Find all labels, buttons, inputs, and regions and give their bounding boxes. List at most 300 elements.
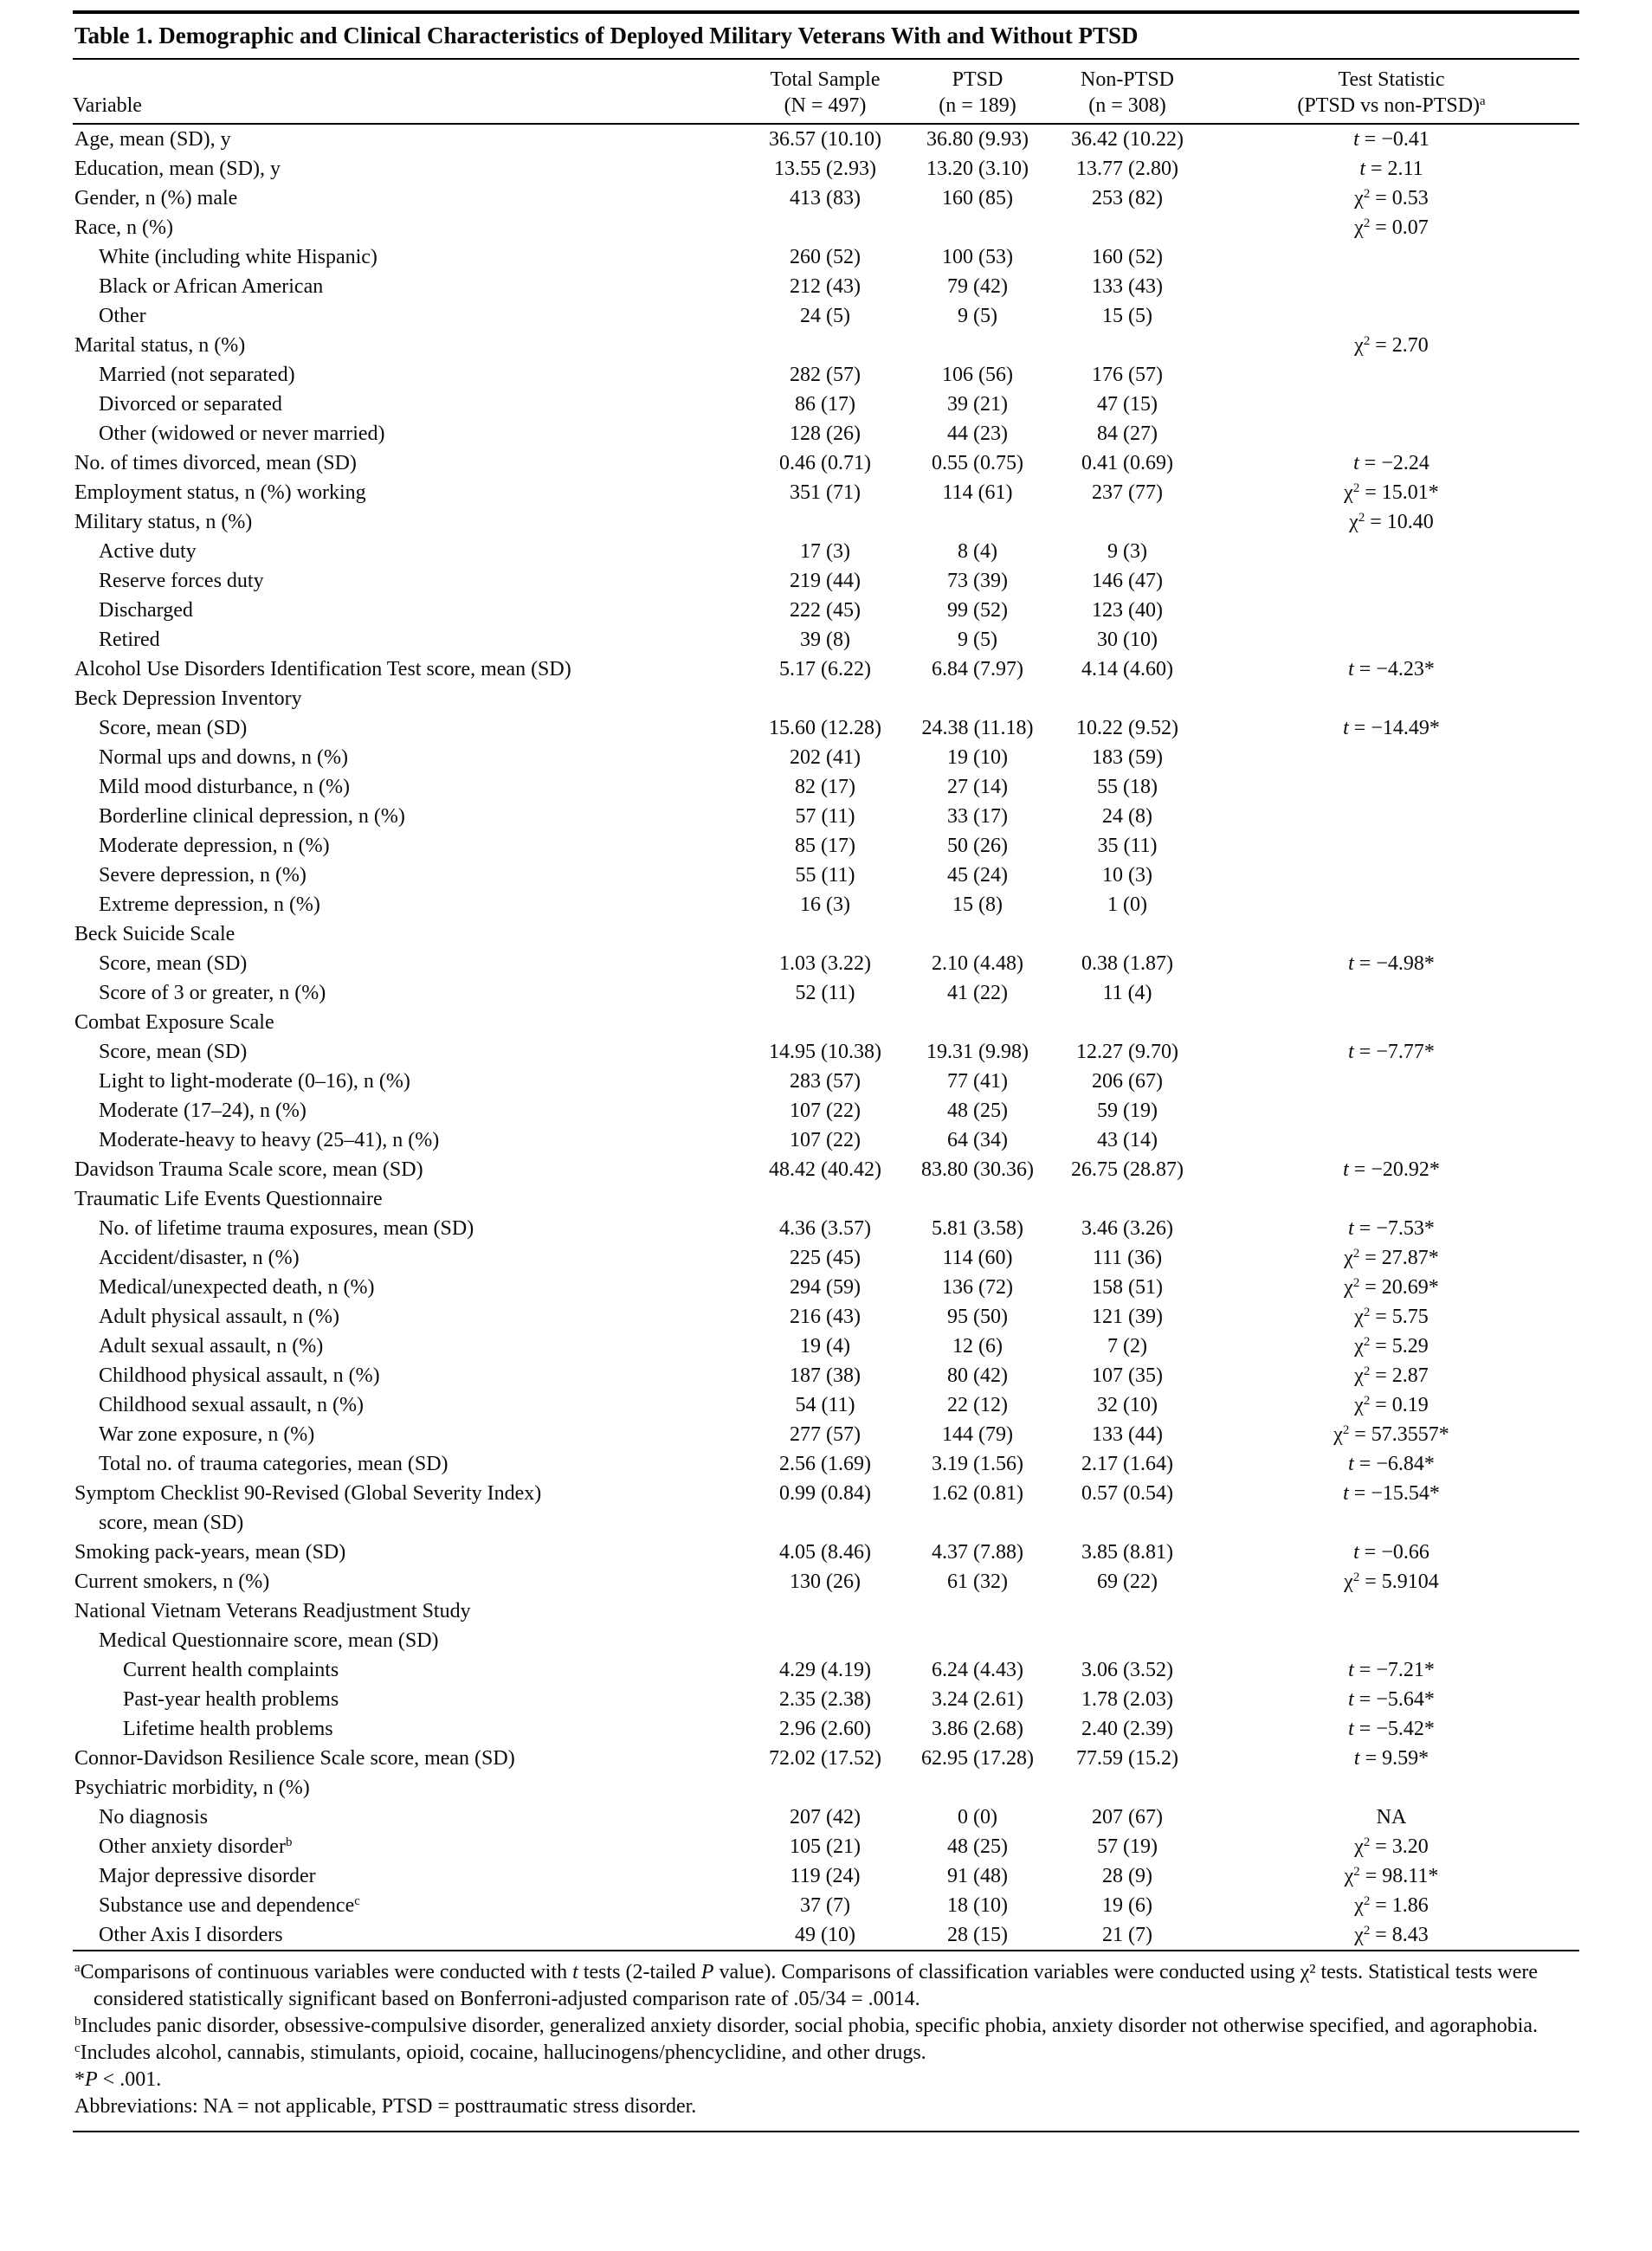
row-label: Smoking pack-years, mean (SD) (74, 1541, 346, 1564)
ptsd-cell: 19.31 (9.98) (926, 1041, 1029, 1063)
test-statistic-cell (1204, 301, 1579, 331)
total-sample-cell (746, 1008, 904, 1037)
ptsd-cell: 19 (10) (947, 746, 1008, 769)
test-statistic-cell: $\chi^2 = 20.69*$ (1344, 1275, 1439, 1299)
non-ptsd-cell: 237 (77) (1092, 481, 1163, 504)
non-ptsd-cell (1051, 919, 1204, 949)
test-statistic-cell (1204, 802, 1579, 831)
variable-cell (73, 1861, 746, 1891)
footnote: $^b$Includes panic disorder, obsessive-compulsive disorder, generalized anxiety disorder, social phobia, specific phobia, anxiety disorder not otherwise specified, and agoraphobia. (74, 2014, 1539, 2037)
test-statistic-cell: $\chi^2 = 2.70$ (1354, 333, 1429, 357)
chi-square-exponent: 2 (1363, 186, 1371, 201)
stat-symbol: t (1343, 1158, 1349, 1181)
variable-cell (73, 772, 746, 802)
row-label: Age, mean (SD), y (74, 128, 231, 151)
ptsd-cell (904, 1626, 1051, 1655)
total-sample-cell: 2.96 (2.60) (779, 1718, 871, 1740)
test-statistic-cell: $\chi^2 = 57.3557*$ (1333, 1422, 1449, 1446)
non-ptsd-cell: 24 (8) (1102, 805, 1152, 828)
table-row (73, 1332, 1579, 1361)
total-sample-cell: 207 (42) (790, 1806, 861, 1829)
variable-cell (73, 625, 746, 655)
table-row (73, 1567, 1579, 1596)
chi-square-exponent: 2 (1352, 1246, 1360, 1261)
row-label: Active duty (99, 540, 197, 563)
non-ptsd-cell: 133 (43) (1092, 275, 1163, 298)
total-sample-cell: 260 (52) (790, 246, 861, 268)
ptsd-cell: 144 (79) (942, 1423, 1013, 1446)
table-row (73, 1773, 1579, 1803)
non-ptsd-cell: 55 (18) (1097, 776, 1158, 798)
ptsd-cell: 28 (15) (947, 1924, 1008, 1946)
total-sample-cell: 57 (11) (795, 805, 855, 828)
variable-cell (73, 596, 746, 625)
total-sample-cell: 19 (4) (800, 1335, 850, 1358)
variable-cell (73, 1773, 746, 1803)
test-statistic-cell (1204, 684, 1579, 713)
total-sample-cell: 277 (57) (790, 1423, 861, 1446)
chi-square-exponent: 2 (1363, 1393, 1371, 1408)
test-statistic-cell (1204, 1626, 1579, 1655)
header-row (73, 60, 1579, 124)
variable-cell (73, 478, 746, 507)
variable-cell (73, 507, 746, 537)
ptsd-cell (904, 1596, 1051, 1626)
row-label: Education, mean (SD), y (74, 158, 281, 180)
ptsd-cell: 24.38 (11.18) (921, 717, 1034, 739)
table-row (73, 625, 1579, 655)
non-ptsd-cell (1051, 1184, 1204, 1214)
variable-cell (73, 713, 746, 743)
total-sample-cell (746, 919, 904, 949)
total-sample-cell: 130 (26) (790, 1571, 861, 1593)
variable-cell (73, 419, 746, 448)
test-statistic-cell: $\chi^2 = 3.20$ (1354, 1835, 1429, 1858)
table-row (73, 1126, 1579, 1155)
ptsd-cell: 114 (60) (942, 1247, 1013, 1269)
ptsd-cell: 39 (21) (947, 393, 1008, 416)
variable-cell (73, 448, 746, 478)
test-statistic-cell (1204, 390, 1579, 419)
row-label: Married (not separated) (99, 364, 295, 386)
variable-cell (73, 301, 746, 331)
row-label: Gender, n (%) male (74, 187, 238, 210)
footnote-marker-a: a (1480, 94, 1486, 108)
variable-cell (73, 1332, 746, 1361)
non-ptsd-cell: 9 (3) (1107, 540, 1147, 563)
stat-symbol: t (1348, 1041, 1354, 1063)
ptsd-cell: 3.19 (1.56) (932, 1453, 1023, 1475)
table-body (73, 124, 1579, 1951)
test-statistic-cell: t = −0.41 (1353, 128, 1429, 151)
non-ptsd-cell: 7 (2) (1107, 1335, 1147, 1358)
table-row (73, 684, 1579, 713)
total-sample-cell: 282 (57) (790, 364, 861, 386)
non-ptsd-cell: 19 (6) (1102, 1894, 1152, 1917)
total-sample-cell: 36.57 (10.10) (769, 128, 881, 151)
non-ptsd-cell: 3.06 (3.52) (1081, 1659, 1173, 1681)
chi-square-exponent: 2 (1363, 1334, 1371, 1349)
variable-cell (73, 1596, 746, 1626)
row-label: Moderate depression, n (%) (99, 835, 330, 857)
row-label: Mild mood disturbance, n (%) (99, 776, 350, 798)
row-label: Severe depression, n (%) (99, 864, 307, 887)
ptsd-cell: 95 (50) (947, 1306, 1008, 1328)
row-label: Moderate-heavy to heavy (25–41), n (%) (99, 1129, 440, 1151)
variable-cell (73, 1538, 746, 1567)
total-sample-cell: 15.60 (12.28) (769, 717, 881, 739)
row-label: No. of lifetime trauma exposures, mean (SD) (99, 1217, 474, 1240)
column-header-line2: (N = 497) (784, 94, 867, 117)
row-label: Substance use and dependence$^c$ (99, 1893, 360, 1917)
row-label: Accident/disaster, n (%) (99, 1247, 300, 1269)
variable-cell (73, 272, 746, 301)
ptsd-cell (904, 331, 1051, 360)
row-label: Childhood physical assault, n (%) (99, 1364, 380, 1387)
row-label: Traumatic Life Events Questionnaire (74, 1188, 383, 1210)
test-statistic-cell: t = −7.53* (1348, 1217, 1435, 1240)
row-label: Light to light-moderate (0–16), n (%) (99, 1070, 410, 1093)
ptsd-cell (904, 919, 1051, 949)
variable-cell (73, 154, 746, 184)
chi-square-exponent: 2 (1363, 1893, 1371, 1908)
footnote: $^c$Includes alcohol, cannabis, stimulants, opioid, cocaine, hallucinogens/phencyclidine, and other drugs. (74, 2041, 926, 2064)
stat-symbol: t (1359, 158, 1365, 180)
non-ptsd-cell: 28 (9) (1102, 1865, 1152, 1887)
non-ptsd-cell: 111 (36) (1092, 1247, 1163, 1269)
test-statistic-cell (1204, 831, 1579, 861)
test-statistic-cell (1204, 1126, 1579, 1155)
table-row (73, 478, 1579, 507)
row-label: Other (widowed or never married) (99, 422, 385, 445)
variable-cell (73, 1920, 746, 1951)
test-statistic-cell: t = −20.92* (1343, 1158, 1440, 1181)
test-statistic-cell (1204, 1184, 1579, 1214)
ptsd-cell: 106 (56) (942, 364, 1013, 386)
total-sample-cell: 128 (26) (790, 422, 861, 445)
test-statistic-cell (1204, 419, 1579, 448)
ptsd-cell: 9 (5) (958, 305, 997, 327)
row-label: Employment status, n (%) working (74, 481, 366, 504)
ptsd-cell: 36.80 (9.93) (926, 128, 1029, 151)
stat-symbol: t (1348, 1688, 1354, 1711)
table-row (73, 537, 1579, 566)
variable-cell (73, 743, 746, 772)
row-label: Black or African American (99, 275, 324, 298)
test-statistic-cell (1204, 743, 1579, 772)
non-ptsd-cell: 69 (22) (1097, 1571, 1158, 1593)
table-row (73, 1803, 1579, 1832)
table-row (73, 1243, 1579, 1273)
test-statistic-cell: $\chi^2 = 5.75$ (1354, 1305, 1429, 1328)
table-row (73, 772, 1579, 802)
total-sample-cell: 413 (83) (790, 187, 861, 210)
ptsd-cell: 48 (25) (947, 1100, 1008, 1122)
non-ptsd-cell: 176 (57) (1092, 364, 1163, 386)
ptsd-cell: 62.95 (17.28) (921, 1747, 1034, 1770)
test-statistic-cell (1204, 861, 1579, 890)
row-label: Beck Depression Inventory (74, 687, 302, 710)
ptsd-cell: 13.20 (3.10) (926, 158, 1029, 180)
variable-cell (73, 1302, 746, 1332)
test-statistic-cell (1204, 596, 1579, 625)
non-ptsd-cell: 107 (35) (1092, 1364, 1163, 1387)
stat-symbol: t (1343, 1482, 1349, 1505)
test-statistic-cell (1204, 1067, 1579, 1096)
column-header-variable-label: Variable (73, 94, 142, 117)
row-label: Marital status, n (%) (74, 334, 246, 357)
footnote-marker-c: c (354, 1893, 360, 1908)
variable-cell (73, 978, 746, 1008)
test-statistic-cell (1204, 242, 1579, 272)
non-ptsd-cell (1051, 331, 1204, 360)
non-ptsd-cell (1051, 1596, 1204, 1626)
ptsd-cell (904, 1008, 1051, 1037)
table-row (73, 1832, 1579, 1861)
non-ptsd-cell: 1 (0) (1107, 893, 1147, 916)
total-sample-cell: 72.02 (17.52) (769, 1747, 881, 1770)
total-sample-cell: 202 (41) (790, 746, 861, 769)
table-row (73, 1479, 1579, 1538)
row-label: Military status, n (%) (74, 511, 253, 533)
stat-symbol: t (572, 1961, 578, 1983)
table-row (73, 890, 1579, 919)
test-statistic-cell (1204, 890, 1579, 919)
row-label: No. of times divorced, mean (SD) (74, 452, 357, 474)
row-label: Other (99, 305, 146, 327)
table-row (73, 1420, 1579, 1449)
row-label: Adult sexual assault, n (%) (99, 1335, 324, 1358)
total-sample-cell: 225 (45) (790, 1247, 861, 1269)
test-statistic-cell (1204, 360, 1579, 390)
row-label: Medical Questionnaire score, mean (SD) (99, 1629, 439, 1652)
test-statistic-cell: t = −5.64* (1348, 1688, 1435, 1711)
table-row (73, 419, 1579, 448)
ptsd-cell: 77 (41) (947, 1070, 1008, 1093)
table-row (73, 360, 1579, 390)
variable-cell (73, 360, 746, 390)
ptsd-cell: 6.24 (4.43) (932, 1659, 1023, 1681)
footnote-marker-c: c (74, 2041, 81, 2055)
total-sample-cell: 1.03 (3.22) (779, 952, 871, 975)
row-label: Discharged (99, 599, 193, 622)
table-row (73, 124, 1579, 154)
variable-cell (73, 1037, 746, 1067)
variable-cell (73, 124, 746, 154)
variable-cell (73, 390, 746, 419)
table-row (73, 213, 1579, 242)
table-row (73, 1538, 1579, 1567)
footnote-marker-b: b (285, 1835, 293, 1849)
non-ptsd-cell: 1.78 (2.03) (1081, 1688, 1173, 1711)
non-ptsd-cell: 43 (14) (1097, 1129, 1158, 1151)
stat-symbol: t (1348, 658, 1354, 680)
column-header-test-statistic (1204, 60, 1579, 124)
ptsd-cell: 64 (34) (947, 1129, 1008, 1151)
total-sample-cell: 212 (43) (790, 275, 861, 298)
ptsd-cell: 22 (12) (947, 1394, 1008, 1416)
non-ptsd-cell: 57 (19) (1097, 1835, 1158, 1858)
test-statistic-cell: t = −0.66 (1353, 1541, 1429, 1564)
variable-cell (73, 655, 746, 684)
table-row (73, 1685, 1579, 1714)
ptsd-cell: 136 (72) (942, 1276, 1013, 1299)
test-statistic-cell: $\chi^2 = 0.07$ (1354, 216, 1429, 239)
variable-cell (73, 213, 746, 242)
stat-symbol: t (1343, 717, 1349, 739)
ptsd-cell: 91 (48) (947, 1865, 1008, 1887)
non-ptsd-cell: 206 (67) (1092, 1070, 1163, 1093)
ptsd-cell: 160 (85) (942, 187, 1013, 210)
total-sample-cell: 13.55 (2.93) (774, 158, 876, 180)
variable-cell (73, 1390, 746, 1420)
row-label: Psychiatric morbidity, n (%) (74, 1777, 310, 1799)
total-sample-cell: 16 (3) (800, 893, 850, 916)
ptsd-cell: 6.84 (7.97) (932, 658, 1023, 680)
ptsd-cell: 80 (42) (947, 1364, 1008, 1387)
variable-cell (73, 1008, 746, 1037)
variable-cell (73, 537, 746, 566)
total-sample-cell: 86 (17) (795, 393, 855, 416)
test-statistic-cell: $\chi^2 = 0.19$ (1354, 1393, 1429, 1416)
chi-square-exponent: 2 (1363, 1364, 1371, 1378)
ptsd-cell: 1.62 (0.81) (932, 1482, 1023, 1505)
test-statistic-cell (1204, 1773, 1579, 1803)
row-label: Other anxiety disorder$^b$ (99, 1835, 293, 1858)
ptsd-cell: 8 (4) (958, 540, 997, 563)
variable-cell (73, 1243, 746, 1273)
row-label: Adult physical assault, n (%) (99, 1306, 339, 1328)
stat-symbol: P (700, 1961, 714, 1983)
table-header (73, 60, 1579, 124)
footnote-marker-a: a (74, 1960, 81, 1975)
total-sample-cell: 119 (24) (790, 1865, 861, 1887)
table-row (73, 1302, 1579, 1332)
ptsd-cell: 3.86 (2.68) (932, 1718, 1023, 1740)
row-label: Moderate (17–24), n (%) (99, 1100, 307, 1122)
test-statistic-cell: $\chi^2 = 0.53$ (1354, 186, 1429, 210)
non-ptsd-cell: 253 (82) (1092, 187, 1163, 210)
row-label: National Vietnam Veterans Readjustment Study (74, 1600, 471, 1622)
table-row (73, 713, 1579, 743)
total-sample-cell: 48.42 (40.42) (769, 1158, 881, 1181)
row-label: Retired (99, 629, 160, 651)
non-ptsd-cell: 12.27 (9.70) (1076, 1041, 1178, 1063)
row-label: Other Axis I disorders (99, 1924, 283, 1946)
variable-cell (73, 242, 746, 272)
variable-cell (73, 1214, 746, 1243)
ptsd-cell: 100 (53) (942, 246, 1013, 268)
non-ptsd-cell: 2.40 (2.39) (1081, 1718, 1173, 1740)
row-label: Beck Suicide Scale (74, 923, 236, 945)
variable-cell (73, 802, 746, 831)
ptsd-cell: 33 (17) (947, 805, 1008, 828)
table-row (73, 978, 1579, 1008)
total-sample-cell: 4.36 (3.57) (779, 1217, 871, 1240)
row-label: Race, n (%) (74, 216, 173, 239)
non-ptsd-cell: 0.38 (1.87) (1081, 952, 1173, 975)
variable-cell (73, 831, 746, 861)
row-label: Connor-Davidson Resilience Scale score, mean (SD) (74, 1747, 515, 1770)
ptsd-cell: 0 (0) (958, 1806, 997, 1829)
test-statistic-cell: $\chi^2 = 5.9104$ (1344, 1570, 1439, 1593)
non-ptsd-cell: 10 (3) (1102, 864, 1152, 887)
total-sample-cell: 4.05 (8.46) (779, 1541, 871, 1564)
row-label: Combat Exposure Scale (74, 1011, 274, 1034)
variable-cell (73, 566, 746, 596)
stat-symbol: P (85, 2068, 98, 2091)
stat-symbol: t (1348, 952, 1354, 975)
ptsd-cell: 15 (8) (952, 893, 1003, 916)
ptsd-cell: 12 (6) (952, 1335, 1003, 1358)
table-row (73, 861, 1579, 890)
ptsd-cell (904, 507, 1051, 537)
row-label: Normal ups and downs, n (%) (99, 746, 348, 769)
variable-cell (73, 949, 746, 978)
test-statistic-cell: $\chi^2 = 15.01*$ (1344, 481, 1439, 504)
total-sample-cell: 49 (10) (795, 1924, 855, 1946)
total-sample-cell (746, 213, 904, 242)
total-sample-cell (746, 331, 904, 360)
ptsd-cell: 9 (5) (958, 629, 997, 651)
ptsd-cell (904, 684, 1051, 713)
table-row (73, 1744, 1579, 1773)
non-ptsd-cell: 3.46 (3.26) (1081, 1217, 1173, 1240)
non-ptsd-cell: 30 (10) (1097, 629, 1158, 651)
ptsd-cell: 61 (32) (947, 1571, 1008, 1593)
table-row (73, 1655, 1579, 1685)
table-row (73, 802, 1579, 831)
ptsd-cell: 4.37 (7.88) (932, 1541, 1023, 1564)
test-statistic-cell: t = −7.21* (1348, 1659, 1435, 1681)
total-sample-cell: 294 (59) (790, 1276, 861, 1299)
ptsd-cell: 79 (42) (947, 275, 1008, 298)
test-statistic-cell: $\chi^2 = 8.43$ (1354, 1923, 1429, 1946)
chi-square-exponent: 2 (1352, 1275, 1360, 1290)
non-ptsd-cell (1051, 1626, 1204, 1655)
variable-cell (73, 1273, 746, 1302)
total-sample-cell: 5.17 (6.22) (779, 658, 871, 680)
table-title: Table 1. Demographic and Clinical Characteristics of Deployed Military Veterans With and Without PTSD (73, 14, 1579, 60)
non-ptsd-cell: 0.57 (0.54) (1081, 1482, 1173, 1505)
non-ptsd-cell: 160 (52) (1092, 246, 1163, 268)
non-ptsd-cell: 13.77 (2.80) (1076, 158, 1178, 180)
non-ptsd-cell: 11 (4) (1102, 982, 1152, 1004)
total-sample-cell (746, 684, 904, 713)
test-statistic-cell (1204, 537, 1579, 566)
row-label: Extreme depression, n (%) (99, 893, 320, 916)
ptsd-cell (904, 1773, 1051, 1803)
chi-square-exponent: 2 (1352, 1570, 1360, 1584)
chi-square-exponent: 2 (1358, 510, 1365, 525)
total-sample-cell: 24 (5) (800, 305, 850, 327)
row-label: Lifetime health problems (123, 1718, 333, 1740)
non-ptsd-cell: 35 (11) (1097, 835, 1158, 857)
row-label: Current smokers, n (%) (74, 1571, 270, 1593)
variable-cell (73, 1126, 746, 1155)
ptsd-cell: 99 (52) (947, 599, 1008, 622)
row-label: Major depressive disorder (99, 1865, 316, 1887)
variable-cell (73, 1420, 746, 1449)
chi-square-exponent: 2 (1353, 1864, 1360, 1879)
row-label: Total no. of trauma categories, mean (SD) (99, 1453, 448, 1475)
ptsd-cell: 18 (10) (947, 1894, 1008, 1917)
total-sample-cell: 219 (44) (790, 570, 861, 592)
test-statistic-cell (1204, 919, 1579, 949)
row-label: Past-year health problems (123, 1688, 339, 1711)
non-ptsd-cell: 146 (47) (1092, 570, 1163, 592)
ptsd-cell (904, 213, 1051, 242)
